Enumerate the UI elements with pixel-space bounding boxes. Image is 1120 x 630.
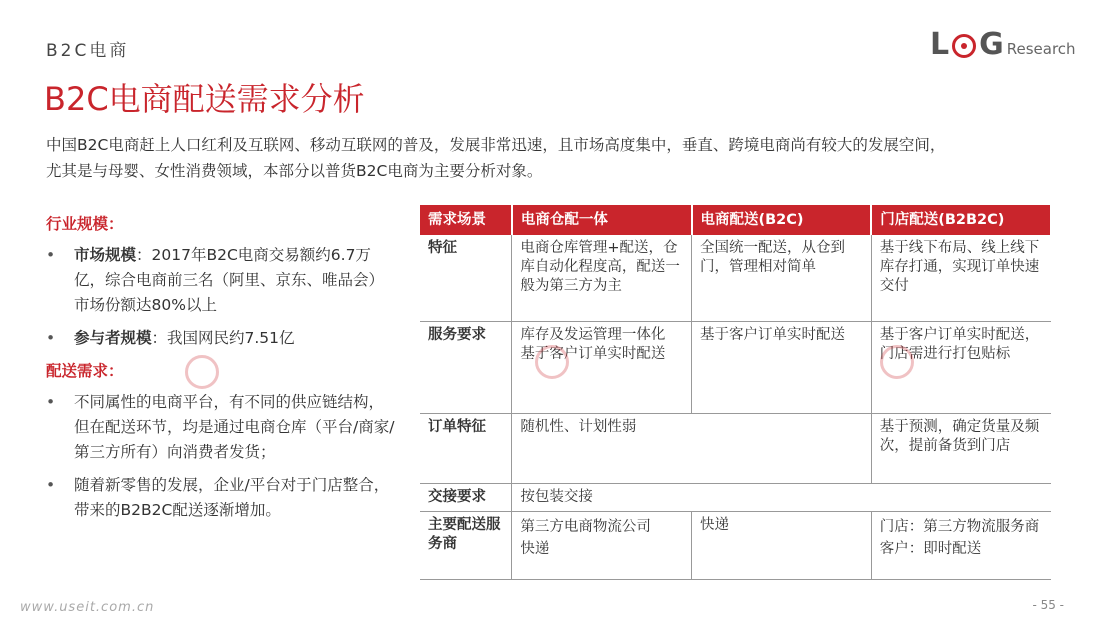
industry-list	[46, 243, 396, 351]
table-cell: 按包装交接	[512, 483, 1051, 511]
delivery-list	[46, 390, 396, 523]
delivery-demand-heading: 配送需求：	[46, 362, 124, 380]
intro-paragraph	[46, 132, 1056, 184]
logo-letter-g: G	[979, 27, 1004, 62]
table-row-service	[420, 321, 1051, 413]
intro-line-2: 尤其是与母婴、女性消费领域，本部分以普货B2C电商为主要分析对象。	[46, 162, 543, 180]
table-row-features	[420, 235, 1051, 321]
section-label: B2C电商	[46, 41, 130, 61]
table-cell: 快递	[692, 511, 872, 579]
demand-scenario-table	[420, 205, 1052, 580]
delivery-item-2: • 随着新零售的发展，企业/平台对于门店整合，带来的B2B2C配送逐渐增加。	[46, 473, 396, 523]
row-label: 主要配送服务商	[420, 511, 512, 579]
header-store-delivery: 门店配送(B2B2C)	[871, 205, 1051, 235]
table-cell: 全国统一配送，从仓到门，管理相对简单	[692, 235, 872, 321]
table-row-handover	[420, 483, 1051, 511]
table-row-order	[420, 413, 1051, 483]
table-cell: 电商仓库管理+配送，仓库自动化程度高，配送一般为第三方为主	[512, 235, 692, 321]
table-cell: 基于客户订单实时配送，门店需进行打包贴标	[871, 321, 1051, 413]
logo-target-icon	[952, 34, 976, 58]
watermark-ring-icon	[535, 345, 569, 379]
row-label: 交接要求	[420, 483, 512, 511]
participant-scale-label: 参与者规模	[74, 329, 152, 347]
logo-letter-l: L	[930, 27, 950, 62]
left-panel	[46, 208, 396, 531]
logo-research-text: Research	[1006, 40, 1076, 58]
table-header-row	[420, 205, 1051, 235]
header-b2c-delivery: 电商配送(B2C)	[692, 205, 872, 235]
watermark-ring-icon	[185, 355, 219, 389]
participant-scale-item	[46, 326, 396, 351]
industry-scale-heading: 行业规模：	[46, 215, 124, 233]
header-warehouse-delivery: 电商仓配一体	[512, 205, 692, 235]
market-scale-label: 市场规模	[74, 246, 137, 264]
header-demand-scenario: 需求场景	[420, 205, 512, 235]
logo	[930, 26, 1080, 60]
participant-scale-text: ：我国网民约7.51亿	[151, 329, 295, 347]
watermark-ring-icon	[880, 345, 914, 379]
footer-url: www.useit.com.cn	[20, 600, 155, 615]
table-cell: 基于客户订单实时配送	[692, 321, 872, 413]
delivery-item-1: • 不同属性的电商平台，有不同的供应链结构，但在配送环节，均是通过电商仓库（平台/商家/第三方所有）向消费者发货；	[46, 390, 396, 465]
row-label: 订单特征	[420, 413, 512, 483]
table-cell: 基于线下布局、线上线下库存打通，实现订单快速交付	[871, 235, 1051, 321]
table-row-providers	[420, 511, 1051, 579]
table-cell: 第三方电商物流公司 快递	[512, 511, 692, 579]
table-cell: 基于预测，确定货量及频次，提前备货到门店	[871, 413, 1051, 483]
row-label: 服务要求	[420, 321, 512, 413]
table-cell: 随机性、计划性弱	[512, 413, 871, 483]
intro-line-1: 中国B2C电商赶上人口红利及互联网、移动互联网的普及，发展非常迅速，且市场高度集中，垂直、跨境电商尚有较大的发展空间，	[46, 136, 946, 154]
table-cell: 门店：第三方物流服务商 客户：即时配送	[871, 511, 1051, 579]
row-label: 特征	[420, 235, 512, 321]
table-cell: 库存及发运管理一体化 基于客户订单实时配送	[512, 321, 692, 413]
page-title: B2C电商配送需求分析	[44, 80, 365, 118]
market-scale-item	[46, 243, 396, 318]
market-scale-text: ：2017年B2C电商交易额约6.7万亿，综合电商前三名（阿里、京东、唯品会）市场份额达80%以上	[74, 246, 385, 314]
page-number: - 55 -	[1032, 598, 1064, 612]
